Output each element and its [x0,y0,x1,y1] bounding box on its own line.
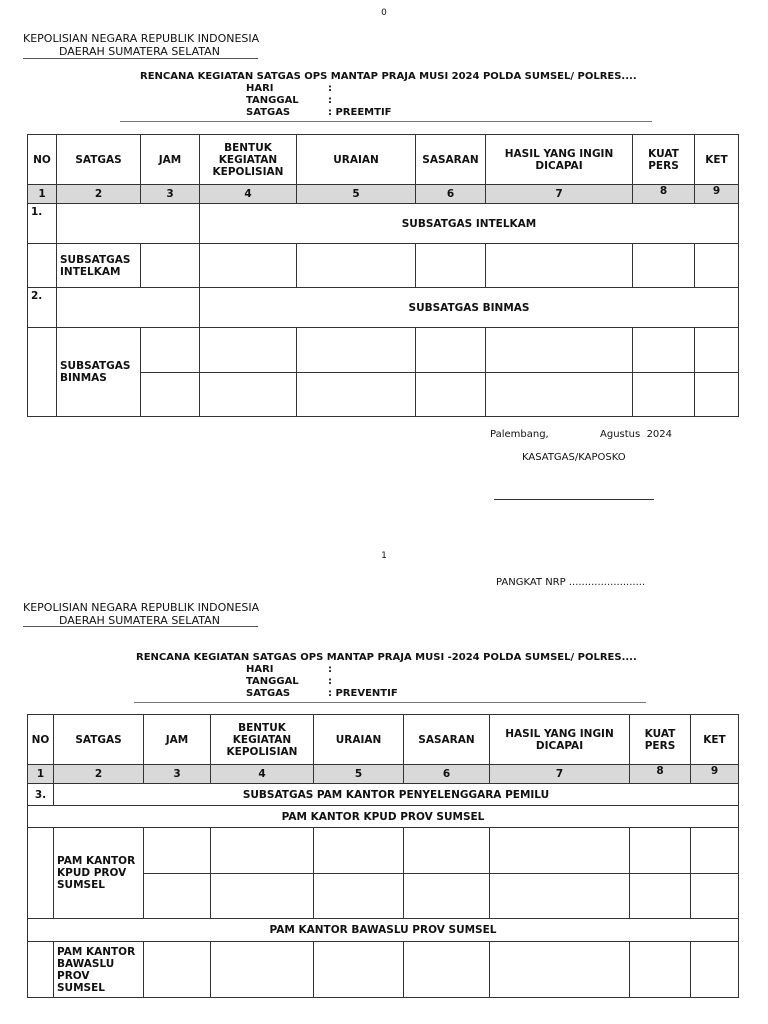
table-cell [141,244,200,288]
table-cell [200,244,297,288]
column-number: 1 [28,765,54,784]
signature-line [494,499,654,500]
satgas-label: SUBSATGAS BINMAS [57,328,141,417]
table-cell [144,828,211,874]
header-cell: SATGAS [57,135,141,185]
table-cell [486,328,633,373]
table-cell [144,942,211,998]
org-underline [23,626,258,627]
table-row [28,328,739,373]
subsection-heading: PAM KANTOR BAWASLU PROV SUMSEL [28,919,739,942]
table-cell [211,828,314,874]
section-heading: SUBSATGAS INTELKAM [200,204,739,244]
table-header-row [28,715,739,765]
header-cell: URAIAN [297,135,416,185]
table-cell [416,328,486,373]
column-number-row [28,765,739,784]
column-number: 5 [297,185,416,204]
section-number: 3. [28,784,54,806]
table-cell [141,373,200,417]
table-cell [200,328,297,373]
table-cell [691,874,739,919]
table-cell [691,828,739,874]
subsection-heading: PAM KANTOR KPUD PROV SUMSEL [28,806,739,828]
header-cell: KET [695,135,739,185]
section-number: 1. [28,204,57,244]
activity-plan-table-preemtif [27,134,739,417]
table-cell [630,942,691,998]
org-name-line2: DAERAH SUMATERA SELATAN [59,614,220,627]
table-row [28,244,739,288]
column-number: 3 [144,765,211,784]
column-number: 2 [54,765,144,784]
header-cell: SATGAS [54,715,144,765]
table-cell [57,204,200,244]
subsection-heading-row [28,806,739,828]
table-cell [314,874,404,919]
header-cell: JAM [144,715,211,765]
meta-row-tanggal: TANGGAL : [246,676,332,687]
column-number: 8 [630,765,691,784]
table-cell [404,874,490,919]
satgas-label: PAM KANTOR BAWASLU PROV SUMSEL [54,942,144,998]
table-cell [141,328,200,373]
org-underline [23,58,258,59]
section-heading: SUBSATGAS BINMAS [200,288,739,328]
column-number: 9 [691,765,739,784]
header-cell: JAM [141,135,200,185]
meta-row-hari: HARI : [246,83,332,94]
column-number: 4 [200,185,297,204]
header-cell: SASARAN [416,135,486,185]
column-number: 1 [28,185,57,204]
title-divider [120,121,652,122]
table-cell [416,373,486,417]
table-cell [211,874,314,919]
subsection-heading-row [28,919,739,942]
table-cell [314,828,404,874]
table-cell [630,874,691,919]
table-cell [630,828,691,874]
meta-row-hari: HARI : [246,664,332,675]
section-heading-row [28,784,739,806]
title-divider [134,702,646,703]
meta-row-tanggal: TANGGAL : [246,95,332,106]
organization-header [23,32,259,58]
table-cell [28,328,57,417]
table-cell [297,373,416,417]
page-number: 0 [381,8,387,18]
header-cell: BENTUK KEGIATAN KEPOLISIAN [211,715,314,765]
header-cell: HASIL YANG INGIN DICAPAI [490,715,630,765]
table-cell [633,373,695,417]
section-heading-row [28,288,739,328]
header-cell: BENTUK KEGIATAN KEPOLISIAN [200,135,297,185]
header-cell: KUAT PERS [630,715,691,765]
table-cell [490,942,630,998]
column-number: 3 [141,185,200,204]
column-number: 4 [211,765,314,784]
section-heading-row [28,204,739,244]
table-cell [490,828,630,874]
table-cell [297,244,416,288]
meta-row-satgas: SATGAS : PREVENTIF [246,688,398,699]
header-cell: NO [28,135,57,185]
table-cell [691,942,739,998]
column-number: 7 [490,765,630,784]
table-cell [486,373,633,417]
table-cell [633,244,695,288]
table-header-row [28,135,739,185]
table-cell [633,328,695,373]
header-cell: HASIL YANG INGIN DICAPAI [486,135,633,185]
table-cell [144,874,211,919]
column-number: 2 [57,185,141,204]
rank-nrp: PANGKAT NRP ........................ [496,577,646,588]
org-name-line2: DAERAH SUMATERA SELATAN [59,45,220,58]
signature-date: Agustus 2024 [600,429,673,440]
header-cell: SASARAN [404,715,490,765]
header-cell: NO [28,715,54,765]
table-cell [211,942,314,998]
column-number: 5 [314,765,404,784]
section-number: 2. [28,288,57,328]
table-cell [57,288,200,328]
table-cell [28,244,57,288]
table-cell [490,874,630,919]
column-number: 6 [404,765,490,784]
activity-plan-table-preventif [27,714,739,998]
header-cell: KET [691,715,739,765]
page-number: 1 [381,551,387,561]
table-cell [200,373,297,417]
header-cell: KUAT PERS [633,135,695,185]
document-meta [246,664,398,700]
table-cell [486,244,633,288]
table-row [28,942,739,998]
satgas-label: SUBSATGAS INTELKAM [57,244,141,288]
column-number: 6 [416,185,486,204]
signatory-title: KASATGAS/KAPOSKO [522,452,626,463]
document-meta [246,83,392,119]
table-cell [695,373,739,417]
table-cell [314,942,404,998]
column-number: 7 [486,185,633,204]
organization-header [23,601,259,627]
table-row [28,828,739,874]
header-cell: URAIAN [314,715,404,765]
org-name-line1: KEPOLISIAN NEGARA REPUBLIK INDONESIA [23,601,260,614]
satgas-label: PAM KANTOR KPUD PROV SUMSEL [54,828,144,919]
table-cell [297,328,416,373]
table-cell [28,942,54,998]
table-cell [695,244,739,288]
column-number: 8 [633,185,695,204]
table-cell [404,942,490,998]
column-number: 9 [695,185,739,204]
section-heading: SUBSATGAS PAM KANTOR PENYELENGGARA PEMILU [54,784,739,806]
table-cell [416,244,486,288]
table-cell [695,328,739,373]
table-cell [28,828,54,919]
org-name-line1: KEPOLISIAN NEGARA REPUBLIK INDONESIA [23,32,260,45]
column-number-row [28,185,739,204]
meta-row-satgas: SATGAS : PREEMTIF [246,107,392,118]
document-title: RENCANA KEGIATAN SATGAS OPS MANTAP PRAJA MUSI -2024 POLDA SUMSEL/ POLRES.... [136,652,637,663]
signature-place: Palembang, [490,429,549,440]
document-title: RENCANA KEGIATAN SATGAS OPS MANTAP PRAJA MUSI 2024 POLDA SUMSEL/ POLRES.... [140,71,637,82]
table-cell [404,828,490,874]
